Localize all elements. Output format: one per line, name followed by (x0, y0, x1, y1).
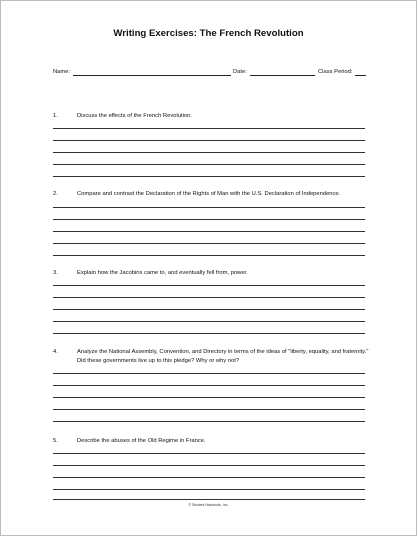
answer-line[interactable] (53, 309, 365, 310)
answer-line[interactable] (53, 219, 365, 220)
answer-line[interactable] (53, 397, 365, 398)
answer-line[interactable] (53, 489, 365, 490)
date-blank[interactable] (250, 75, 315, 76)
question-prompt: Analyze the National Assembly, Convention, and Directory in terms of the ideas of "liberty, equality, and fraternity." Did these governments live up to this pledge? Why or why not? (77, 349, 369, 364)
answer-line[interactable] (53, 465, 365, 466)
answer-line[interactable] (53, 409, 365, 410)
answer-line[interactable] (53, 243, 365, 244)
worksheet-page (1, 1, 416, 535)
answer-line[interactable] (53, 421, 365, 422)
question-prompt: Explain how the Jacobins came to, and eventually fell from, power. (77, 270, 248, 276)
answer-line[interactable] (53, 297, 365, 298)
answer-line[interactable] (53, 385, 365, 386)
answer-line[interactable] (53, 321, 365, 322)
question-prompt: Discuss the effects of the French Revolution. (77, 113, 192, 119)
answer-line[interactable] (53, 499, 365, 500)
answer-line[interactable] (53, 255, 365, 256)
date-label: Date: (233, 69, 247, 75)
answer-line[interactable] (53, 128, 365, 129)
question-prompt: Compare and contrast the Declaration of the Rights of Man with the U.S. Declaration of Independence. (77, 191, 341, 197)
copyright-notice: © Student Handouts, Inc. (188, 503, 229, 507)
question-number: 3. (53, 270, 58, 276)
answer-line[interactable] (53, 176, 365, 177)
class-period-blank[interactable] (355, 75, 366, 76)
question-prompt: Describe the abuses of the Old Regime in France. (77, 438, 206, 444)
answer-line[interactable] (53, 285, 365, 286)
answer-line[interactable] (53, 333, 365, 334)
worksheet-title: Writing Exercises: The French Revolution (113, 28, 304, 39)
name-blank[interactable] (73, 75, 231, 76)
student-info-row (1, 67, 416, 79)
answer-line[interactable] (53, 140, 365, 141)
answer-line[interactable] (53, 231, 365, 232)
question-number: 4. (53, 349, 58, 355)
answer-line[interactable] (53, 477, 365, 478)
answer-line[interactable] (53, 164, 365, 165)
question-number: 1. (53, 113, 58, 119)
question-number: 5. (53, 438, 58, 444)
class-period-label: Class Period: (318, 69, 353, 75)
answer-line[interactable] (53, 453, 365, 454)
answer-line[interactable] (53, 152, 365, 153)
question-number: 2. (53, 191, 58, 197)
answer-line[interactable] (53, 207, 365, 208)
name-label: Name: (53, 69, 71, 75)
answer-line[interactable] (53, 373, 365, 374)
